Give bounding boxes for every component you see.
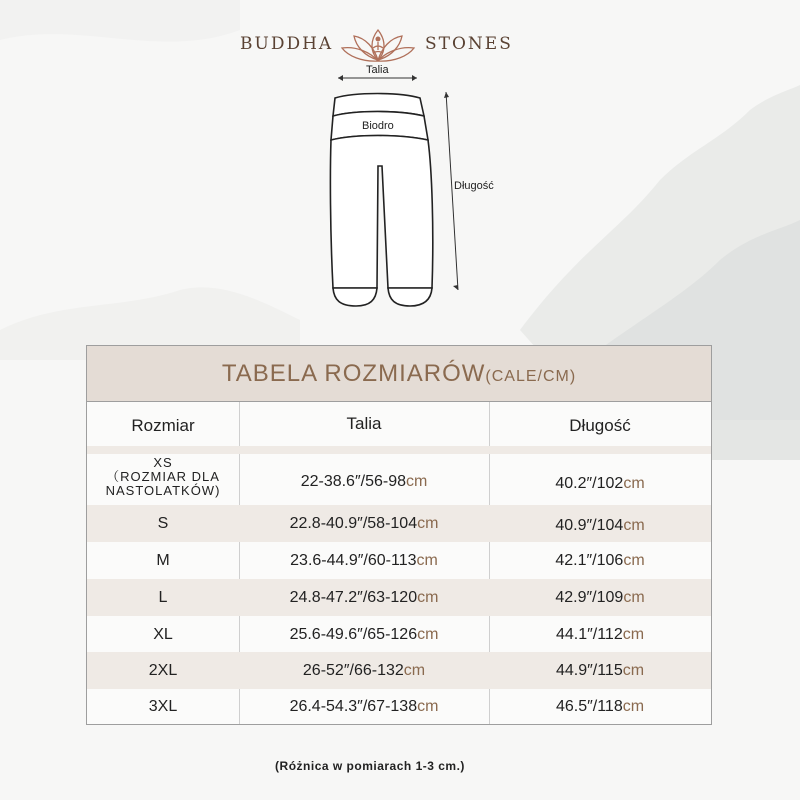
table-title-main: TABELA ROZMIARÓW (221, 360, 486, 387)
unit-label: cm (417, 626, 439, 643)
size-xs-line: NASTOLATKÓW) (105, 483, 221, 498)
length-value: 44.9″/115 (555, 662, 623, 679)
row-spacer (87, 446, 711, 454)
table-row (87, 542, 711, 579)
unit-label: cm (623, 517, 645, 534)
table-title-bar (87, 346, 711, 402)
table-row (87, 652, 711, 689)
length-value: 42.1″/106 (555, 552, 624, 569)
waist-value: 22-38.6″/56-98 (300, 473, 406, 490)
size-cell: 2XL (148, 662, 178, 679)
size-cell: XL (153, 626, 173, 643)
length-value: 40.2″/102 (555, 475, 624, 492)
table-row (87, 616, 711, 653)
unit-label: cm (403, 662, 426, 679)
header-length: Długość (569, 416, 631, 435)
unit-label: cm (417, 589, 439, 606)
waist-value: 23.6-44.9″/60-113 (290, 552, 417, 569)
waist-value: 24.8-47.2″/63-120 (289, 589, 418, 606)
size-table (86, 345, 712, 725)
table-row (87, 505, 711, 542)
table-title-suffix: (CALE/CM) (485, 368, 577, 385)
brand-header (0, 24, 800, 64)
unit-label: cm (622, 698, 645, 715)
pants-diagram (300, 60, 530, 320)
header-size: Rozmiar (131, 416, 195, 435)
waist-value: 22.8-40.9″/58-104 (289, 515, 418, 532)
table-title (87, 360, 711, 388)
unit-label: cm (622, 662, 645, 679)
length-value: 40.9″/104 (555, 517, 624, 534)
size-cell: M (156, 552, 170, 569)
size-cell: L (158, 589, 168, 606)
unit-label: cm (405, 473, 428, 490)
unit-label: cm (623, 589, 645, 606)
length-value: 44.1″/112 (555, 626, 623, 643)
waist-value: 26-52″/66-132 (302, 662, 404, 679)
size-xs (87, 456, 239, 498)
brand-name-left: BUDDHA (240, 34, 334, 54)
unit-label: cm (416, 552, 438, 569)
unit-label: cm (622, 626, 645, 643)
header-waist: Talia (346, 414, 382, 433)
unit-label: cm (417, 515, 439, 532)
waist-label: Talia (366, 64, 389, 76)
length-value: 46.5″/118 (555, 698, 623, 715)
waist-value: 25.6-49.6″/65-126 (289, 626, 418, 643)
table-row (87, 579, 711, 616)
size-cell: 3XL (148, 698, 178, 715)
measurement-note: (Różnica w pomiarach 1-3 cm.) (275, 759, 465, 773)
length-value: 42.9″/109 (555, 589, 624, 606)
lotus-meditation-icon (340, 24, 416, 64)
waist-value: 26.4-54.3″/67-138 (289, 698, 418, 715)
size-cell: S (157, 515, 169, 532)
unit-label: cm (623, 552, 645, 569)
unit-label: cm (417, 698, 439, 715)
size-xs-line: XS (153, 455, 173, 470)
hip-label: Biodro (362, 120, 394, 132)
brand-name-right: STONES (425, 34, 513, 54)
length-label: Długość (454, 180, 494, 192)
unit-label: cm (623, 475, 645, 492)
size-xs-line: （ROZMIAR DLA (106, 469, 220, 484)
table-row (87, 688, 711, 725)
